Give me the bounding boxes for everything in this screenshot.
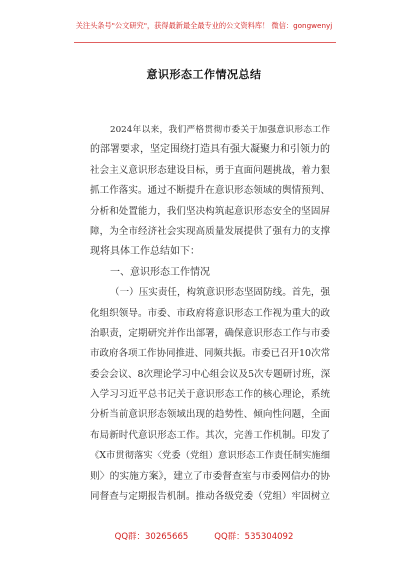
- body-line: 分析和处置能力，我们坚决构筑起意识形态安全的坚固屏: [90, 205, 330, 217]
- footer-qq-group-2: QQ群：535304092: [214, 532, 294, 542]
- document-body: [90, 120, 330, 507]
- section-heading: 一、意识形态工作情况: [110, 266, 210, 278]
- body-line: 市政府各项工作协同推进、同频共振。市委已召开10次常: [90, 348, 330, 360]
- body-line: 同督查与定期报告机制。推动各级党委（党组）牢固树立: [90, 491, 330, 503]
- body-line: 《X市贯彻落实〈党委（党组）意识形态工作责任制实施细: [90, 450, 330, 462]
- body-line: 委会会议、8次理论学习中心组会议及5次专题研讨班，深: [90, 368, 330, 380]
- body-line: 的部署要求，坚定围绕打造具有强大凝聚力和引领力的: [90, 144, 330, 156]
- body-line: 分析当前意识形态领域出现的趋势性、倾向性问题，全面: [90, 409, 330, 421]
- body-line: 抓工作落实。通过不断提升在意识形态领域的舆情预判、: [90, 185, 330, 197]
- body-line: 障，为全市经济社会实现高质量发展提供了强有力的支撑: [90, 225, 330, 237]
- footer-qq-group-1: QQ群：30265665: [114, 532, 189, 542]
- body-line: （一）压实责任，构筑意识形态坚固防线。首先，强: [110, 287, 330, 299]
- header-divider: [74, 42, 336, 43]
- footer-contact: [0, 530, 408, 542]
- body-line: 2024年以来，我们严格贯彻市委关于加强意识形态工作: [110, 125, 330, 135]
- document-title: 意识形态工作情况总结: [146, 68, 262, 81]
- body-line: 社会主义意识形态建设目标，勇于直面问题挑战，着力狠: [90, 164, 330, 176]
- body-line: 则〉的实施方案》，建立了市委督查室与市委网信办的协: [90, 470, 330, 482]
- body-line: 布局新时代意识形态工作。其次，完善工作机制。印发了: [90, 429, 330, 441]
- body-line: 化组织领导。市委、市政府将意识形态工作视为重大的政: [90, 307, 330, 319]
- body-line: 现将具体工作总结如下：: [90, 246, 200, 258]
- body-line: 治职责，定期研究并作出部署，确保意识形态工作与市委: [90, 327, 330, 339]
- header-banner: 关注头条号"公文研究"，获得最新最全最专业的公文资料库！ 微信：gongwenyj: [75, 21, 333, 30]
- body-line: 入学习习近平总书记关于意识形态工作的核心理论，系统: [90, 389, 330, 401]
